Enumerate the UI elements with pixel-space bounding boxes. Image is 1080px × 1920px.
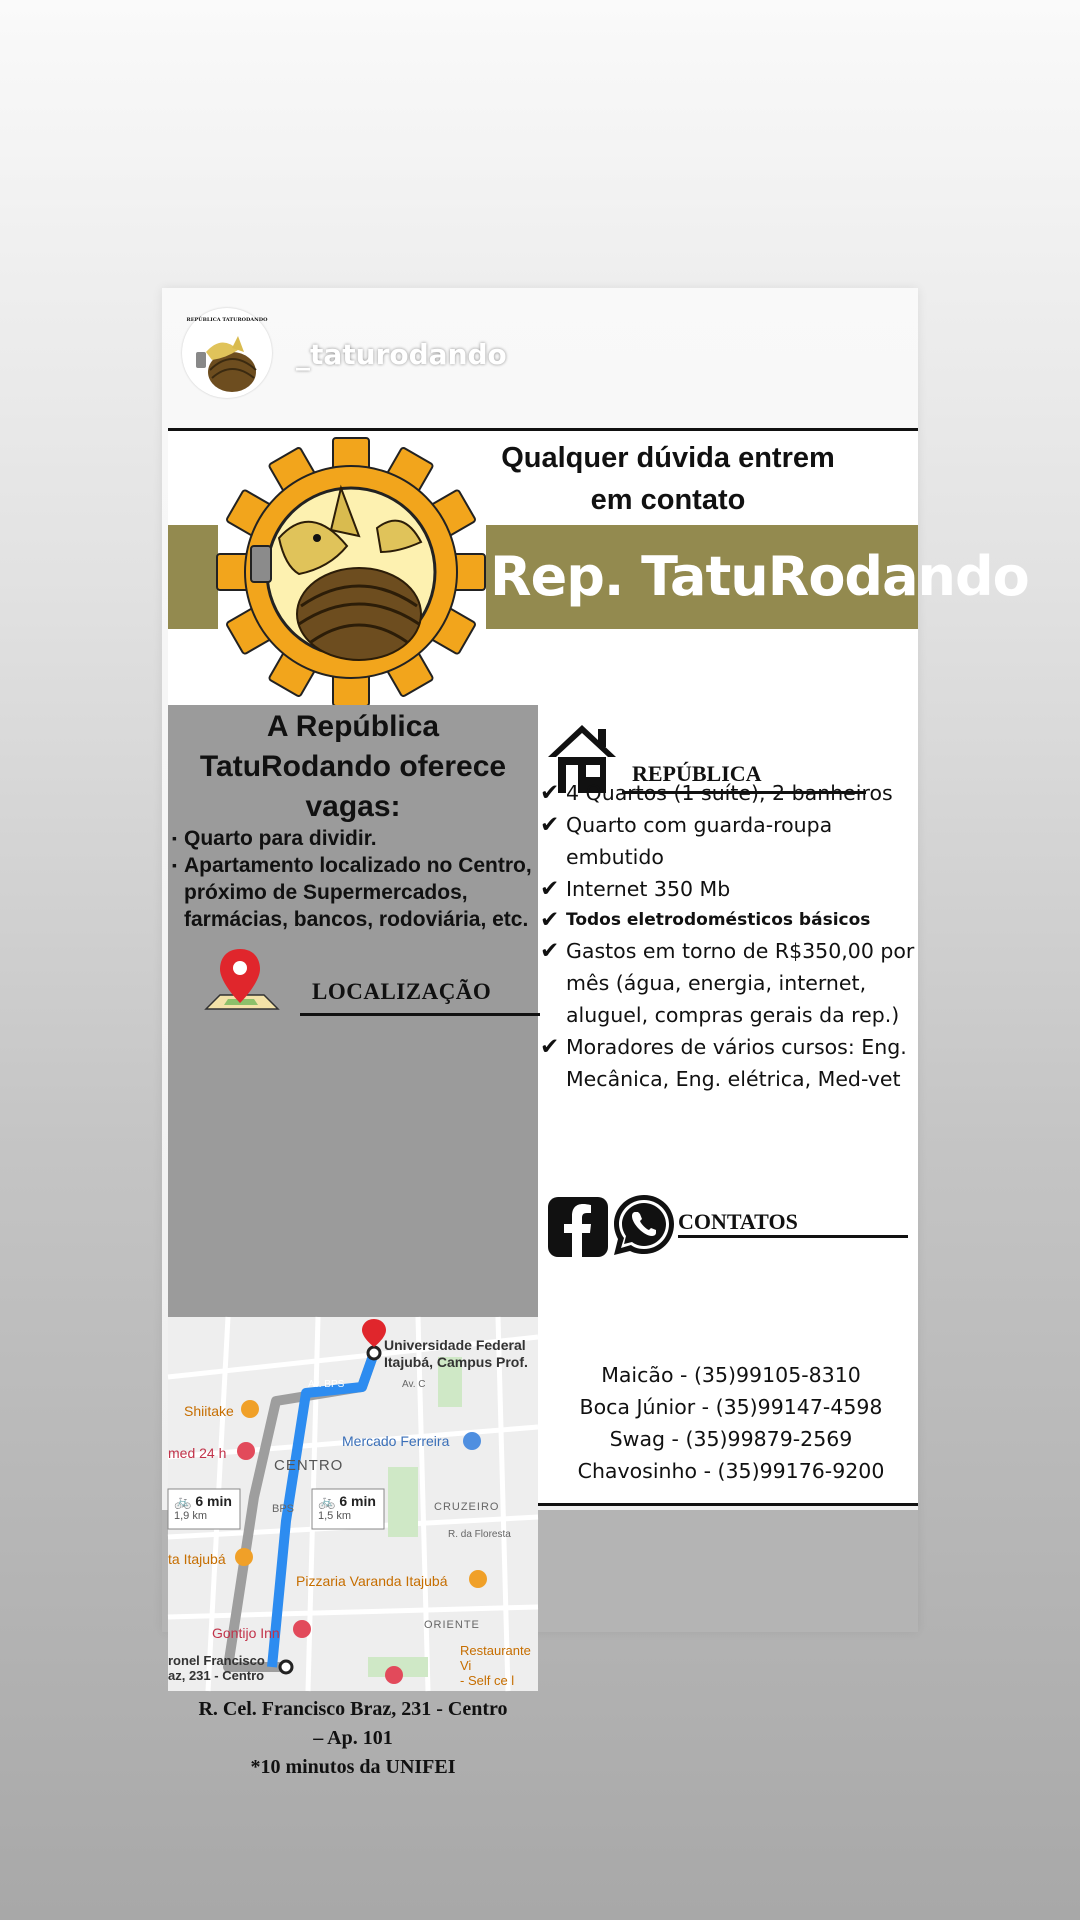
bike-icon: 🚲 (174, 1493, 192, 1509)
feature-text: Todos eletrodomésticos básicos (566, 910, 871, 930)
map-pin-icon (198, 945, 282, 1025)
feature-text: Gastos em torno de R$350,00 por mês (água, energia, internet, aluguel, compras gerais da rep.) (566, 939, 915, 1027)
phone-item[interactable]: Maicão - (35)99105-8310 (601, 1363, 861, 1387)
route-a-badge[interactable] (174, 1493, 232, 1522)
offer-title-line-3: vagas: (305, 790, 401, 823)
flyer (168, 428, 1029, 1778)
contact-heading (468, 437, 868, 521)
route-map[interactable] (168, 1317, 538, 1691)
feature-item (542, 809, 918, 873)
map-place-bps: BPS (272, 1503, 295, 1515)
map-origin-line-1: ronel Francisco (168, 1653, 265, 1668)
phone-item[interactable]: Swag - (35)99879-2569 (609, 1427, 853, 1451)
map-destination-line-1: Universidade Federal (384, 1337, 526, 1353)
republica-title: REPÚBLICA (632, 761, 762, 786)
address (168, 1695, 538, 1782)
phone-item[interactable]: Boca Júnior - (35)99147-4598 (579, 1395, 883, 1419)
story-header (162, 288, 918, 428)
check-icon: ✔ (540, 907, 560, 933)
feature-item (542, 873, 918, 905)
map-place-mercado: Mercado Ferreira (342, 1433, 450, 1449)
facebook-icon[interactable] (548, 1197, 608, 1257)
feature-item (542, 935, 918, 1031)
check-icon: ✔ (540, 876, 560, 902)
map-origin (168, 1653, 265, 1683)
offer-item: ▪ Apartamento localizado no Centro, próximo de Supermercados, farmácias, bancos, rodoviária, etc. (172, 852, 532, 933)
feature-item (542, 905, 918, 935)
contacts-heading (548, 1185, 918, 1265)
map-place-gontijo: Gontijo Inn (212, 1625, 280, 1641)
route-b-distance: 1,5 km (318, 1510, 352, 1522)
map-place-cruzeiro: CRUZEIRO (434, 1501, 500, 1513)
map-place-pizzaria: Pizzaria Varanda Itajubá (296, 1573, 448, 1589)
profile-avatar[interactable] (182, 308, 272, 398)
map-place-centro: CENTRO (274, 1457, 344, 1474)
map-place-restaurante-line-2: - Self ce l (460, 1673, 515, 1688)
bike-icon: 🚲 (318, 1493, 336, 1509)
map-destination-line-2: Itajubá, Campus Prof. (384, 1354, 528, 1370)
map-place-med24: med 24 h (168, 1445, 227, 1461)
location-underline (300, 1013, 540, 1016)
map-place-itajuba: ta Itajubá (168, 1551, 226, 1567)
check-icon: ✔ (540, 780, 560, 806)
check-icon: ✔ (540, 938, 560, 964)
location-title: LOCALIZAÇÃO (312, 979, 492, 1004)
phone-item[interactable]: Chavosinho - (35)99176-9200 (577, 1459, 885, 1483)
offer-title (168, 705, 538, 827)
feature-text: Quarto com guarda-roupa embutido (566, 813, 833, 869)
map-road-label: Av. BPS (308, 1379, 345, 1390)
route-a-distance: 1,9 km (174, 1510, 208, 1522)
avatar-text: REPÚBLICA TATURODANDO (186, 317, 268, 323)
map-destination (384, 1337, 528, 1371)
whatsapp-icon[interactable] (610, 1191, 678, 1259)
contact-heading-line-1: Qualquer dúvida entrem (501, 442, 835, 474)
offer-title-line-1: A República (266, 710, 440, 743)
address-line-2: – Ap. 101 (313, 1727, 393, 1749)
feature-text: Moradores de vários cursos: Eng. Mecânica, Eng. elétrica, Med-vet (566, 1035, 907, 1091)
brand-title: Rep. TatuRodando (490, 545, 1029, 608)
map-avc-label: Av. C (402, 1379, 426, 1390)
map-place-shiitake: Shiitake (184, 1403, 234, 1419)
map-place-restaurante-line-1: Restaurante Vi (460, 1643, 531, 1673)
map-place-restaurante (460, 1643, 538, 1688)
contacts-title: CONTATOS (678, 1209, 798, 1234)
route-b-badge[interactable] (318, 1493, 376, 1522)
gear-logo-icon (216, 437, 486, 707)
feature-text: 4 Quartos (1 suíte), 2 banheiros (566, 781, 893, 805)
feature-text: Internet 350 Mb (566, 877, 731, 901)
location-heading (198, 945, 538, 1025)
address-line-1: R. Cel. Francisco Braz, 231 - Centro (198, 1698, 508, 1720)
check-icon: ✔ (540, 1034, 560, 1060)
feature-item (542, 1031, 918, 1095)
brand-band-left (168, 525, 218, 629)
offer-item: ▪ Quarto para dividir. (172, 825, 532, 852)
route-b-time: 6 min (339, 1493, 376, 1509)
phone-list (548, 1359, 914, 1487)
map-origin-line-2: az, 231 - Centro (168, 1668, 265, 1683)
offer-panel (168, 705, 538, 1778)
map-place-floresta: R. da Floresta (448, 1529, 511, 1540)
map-place-oriente: ORIENTE (424, 1619, 480, 1631)
features-list (542, 777, 918, 1095)
offer-list (172, 825, 532, 933)
contact-heading-line-2: em contato (590, 484, 746, 516)
username[interactable]: _taturodando (296, 338, 507, 371)
offer-title-line-2: TatuRodando oferece (199, 750, 507, 783)
check-icon: ✔ (540, 812, 560, 838)
armadillo-icon (182, 308, 272, 398)
feature-item (542, 777, 918, 809)
route-a-time: 6 min (195, 1493, 232, 1509)
address-line-3: *10 minutos da UNIFEI (250, 1756, 456, 1778)
contacts-underline (678, 1235, 908, 1238)
